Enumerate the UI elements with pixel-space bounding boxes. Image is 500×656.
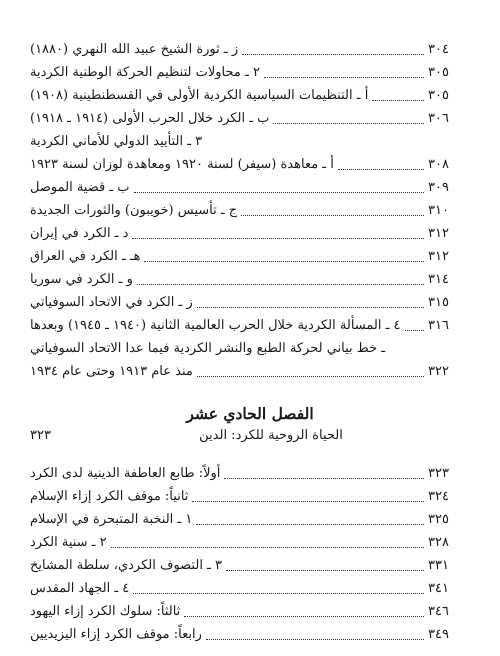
toc-entry-text: أ ـ التنظيمات السياسية الكردية الأولى في القسطنطينية (١٩٠٨)	[30, 87, 369, 103]
toc-entry-text: ثانياً: موقف الكرد إزاء الإسلام	[30, 488, 189, 504]
toc-entry-text: ج ـ تأسيس (خويبون) والثورات الجديدة	[30, 202, 238, 218]
toc-entry	[30, 360, 470, 382]
leader-dots	[137, 262, 424, 285]
toc-entry-text: ١ ـ النخبة المتبحرة في الإسلام	[30, 511, 193, 527]
toc-entry-page: ٣٢٥	[428, 511, 449, 527]
toc-entry-text: ز ـ الكرد في الاتحاد السوفياتي	[30, 294, 193, 310]
toc-entry-text: ٤ ـ الجهاد المقدس	[30, 580, 130, 596]
leader-dots	[224, 456, 424, 479]
toc-entry	[30, 107, 470, 129]
toc-entry-page: ٣٠٩	[428, 179, 449, 195]
toc-entry-page: ٣٢٢	[428, 363, 449, 379]
toc-entry-page: ٣٤٦	[428, 603, 449, 619]
leader-dots	[338, 147, 424, 170]
leader-dots	[405, 308, 424, 331]
leader-dots	[184, 594, 424, 617]
toc-entry-text: و ـ الكرد في سوريا	[30, 271, 133, 287]
chapter-subtitle: الحياة الروحية للكرد: الدين	[199, 427, 343, 443]
leader-dots	[133, 571, 424, 594]
toc-entry	[30, 314, 470, 336]
toc-entry-text: هـ ـ الكرد في العراق	[30, 248, 141, 264]
chapter-subtitle-row	[30, 424, 470, 446]
toc-entry-text: ٣ ـ التأييد الدولي للأماني الكردية	[30, 133, 203, 149]
leader-dots	[196, 502, 424, 525]
chapter-subtitle-page: ٣٢٣	[30, 427, 51, 443]
toc-entry-text: أ ـ معاهدة (سيفر) لسنة ١٩٢٠ ومعاهدة لوزان لسنة ١٩٢٣	[30, 156, 334, 172]
toc-entry-text: ٣ ـ التصوف الكردي، سلطة المشايخ	[30, 557, 222, 573]
leader-dots	[226, 548, 424, 571]
toc-entry-page: ٣٠٦	[428, 110, 449, 126]
toc-entry-page: ٣٢٨	[428, 534, 449, 550]
leader-dots	[197, 285, 424, 308]
leader-dots	[242, 32, 424, 55]
toc-entry-page: ٣٠٤	[428, 41, 449, 57]
leader-dots	[197, 354, 424, 377]
toc-entry-page: ٣١٦	[428, 317, 449, 333]
toc-entry-text: ب ـ الكرد خلال الحرب الأولى (١٩١٤ ـ ١٩١٨)	[30, 110, 270, 126]
toc-entry-text: منذ عام ١٩١٣ وحتى عام ١٩٣٤	[30, 363, 193, 379]
toc-entry-page: ٣٠٥	[428, 64, 449, 80]
leader-dots	[241, 193, 424, 216]
toc-entry-text: ب ـ قضية الموصل	[30, 179, 130, 195]
toc-entry-text: ٢ ـ سنية الكرد	[30, 534, 107, 550]
toc-entry	[30, 623, 470, 645]
toc-entry-page: ٣١٢	[428, 225, 449, 241]
toc-entry-page: ٣٠٨	[428, 156, 449, 172]
leader-dots	[134, 170, 424, 193]
toc-entry-page: ٣١٠	[428, 202, 449, 218]
toc-entry-text: ثالثاً: سلوك الكرد إزاء اليهود	[30, 603, 181, 619]
leader-dots	[372, 78, 424, 101]
toc-entry-page: ٣٤٩	[428, 626, 449, 642]
chapter-title: الفصل الحادي عشر	[186, 404, 314, 423]
toc-entry-text: ز ـ ثورة الشيخ عبيد الله النهري (١٨٨٠)	[30, 41, 239, 57]
toc-entry-text: ٢ ـ محاولات لتنظيم الحركة الوطنية الكردية	[30, 64, 260, 80]
leader-dots	[144, 239, 424, 262]
toc-entry-page: ٣٣١	[428, 557, 449, 573]
toc-entry-page: ٣٢٤	[428, 488, 449, 504]
toc-entry-page: ٣١٥	[428, 294, 449, 310]
toc-entry-text: رابعاً: موقف الكرد إزاء اليزيديين	[30, 626, 202, 642]
toc-entry-text: د ـ الكرد في إيران	[30, 225, 129, 241]
toc-entry-text: أولاً: طابع العاطفة الدينية لدى الكرد	[30, 465, 221, 481]
toc-entry-page: ٣٠٥	[428, 87, 449, 103]
toc-entry-page: ٣١٢	[428, 248, 449, 264]
leader-dots	[192, 479, 424, 502]
leader-dots	[111, 525, 424, 548]
leader-dots	[132, 216, 424, 239]
leader-dots	[264, 55, 424, 78]
toc-entry-page: ٣٤١	[428, 580, 449, 596]
toc-entry-text: ٤ ـ المسألة الكردية خلال الحرب العالمية الثانية (١٩٤٠ ـ ١٩٤٥) وبعدها	[30, 317, 401, 333]
leader-dots	[206, 617, 424, 640]
toc-entry-page: ٣٢٣	[428, 465, 449, 481]
toc-entry-text: ـ خط بياني لحركة الطبع والنشر الكردية فيما عدا الاتحاد السوفياتي	[30, 340, 386, 356]
toc-entry-page: ٣١٤	[428, 271, 449, 287]
leader-dots	[273, 101, 424, 124]
